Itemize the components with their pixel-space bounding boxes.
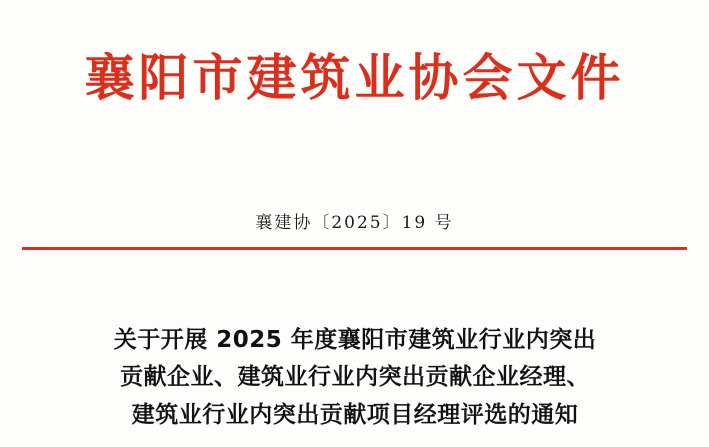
document-number: 襄建协〔2025〕19 号 <box>255 213 454 233</box>
document-title-line-1: 关于开展 2025 年度襄阳市建筑业行业内突出 <box>113 327 597 353</box>
document-title-line-3: 建筑业行业内突出贡献项目经理评选的通知 <box>131 401 579 428</box>
red-divider-rule <box>22 247 687 250</box>
document-title <box>55 322 655 434</box>
document-masthead-title: 襄阳市建筑业协会文件 <box>84 48 625 107</box>
document-title-line-2: 贡献企业、建筑业行业内突出贡献企业经理、 <box>120 364 590 391</box>
